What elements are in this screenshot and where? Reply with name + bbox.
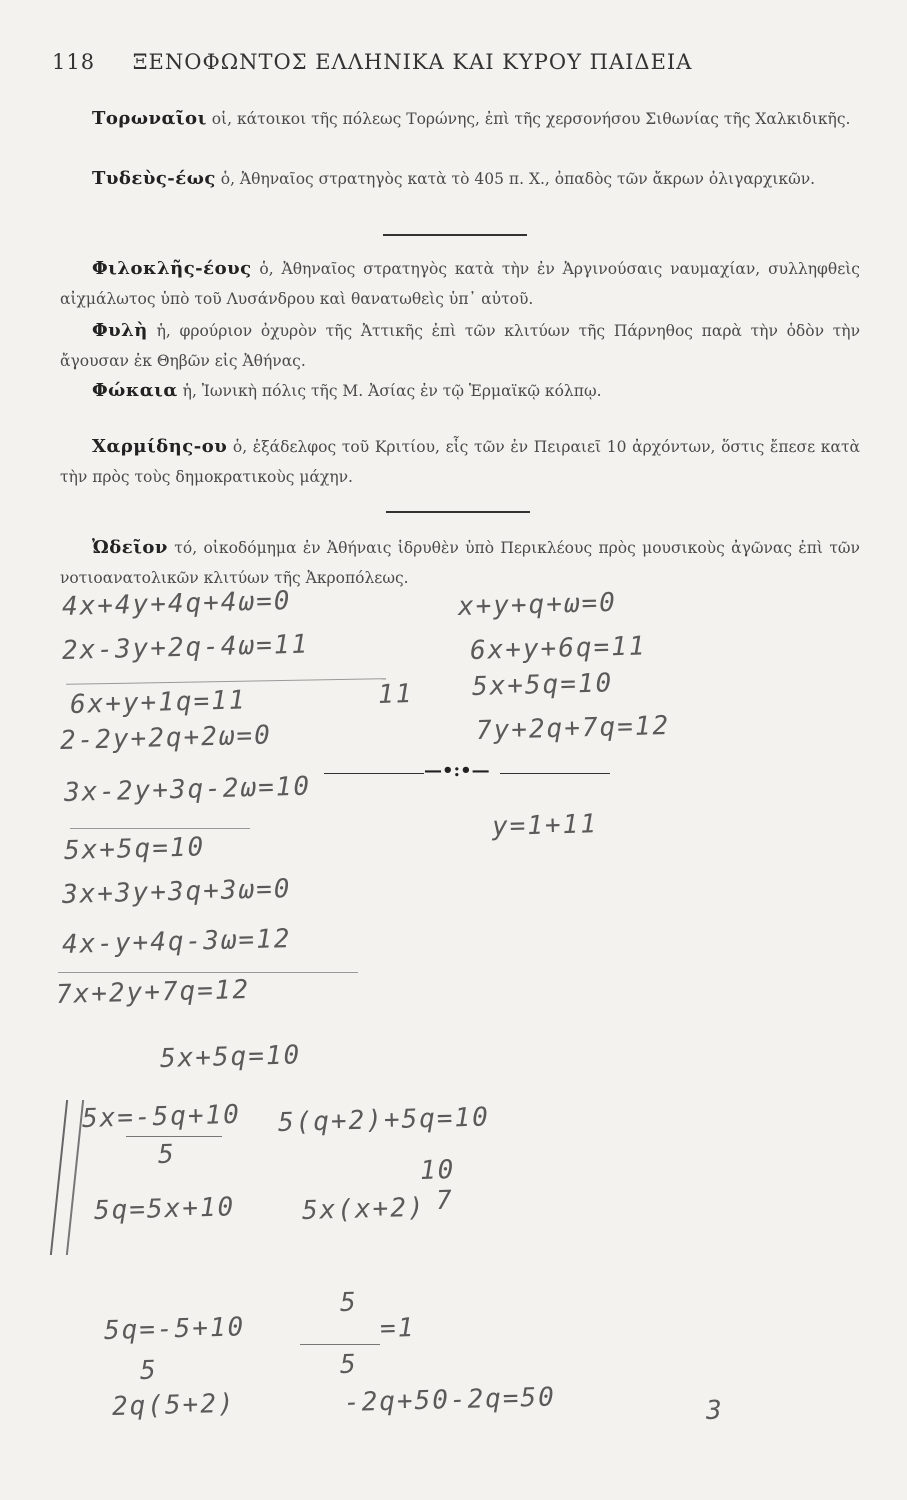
entry-definition: τό, οἰκοδόμημα ἐν Ἀθήναις ἱδρυθὲν ὑπὸ Περικλέους πρὸς μουσικοὺς ἀγῶνας ἐπὶ τῶν νοτιοανατολικῶν κλιτύων τῆς Ἀκροπόλεως. bbox=[60, 539, 860, 587]
glossary-entry bbox=[60, 254, 860, 314]
handwritten-equation: 5x=-5q+10 bbox=[81, 1099, 242, 1134]
handwritten-equation: 5q=5x+10 bbox=[93, 1192, 236, 1226]
handwritten-equation: 10 bbox=[419, 1155, 456, 1186]
fraction-bar bbox=[126, 1136, 222, 1137]
page-number: 118 bbox=[52, 50, 96, 74]
entry-headword: Τορωναῖοι bbox=[92, 108, 207, 129]
handwritten-equation: =1 bbox=[379, 1313, 416, 1344]
section-divider bbox=[386, 511, 530, 513]
handwritten-equation: 11 bbox=[377, 679, 414, 710]
underline-scribble bbox=[70, 828, 250, 829]
fraction-bar bbox=[300, 1344, 380, 1345]
entry-definition: οἱ, κάτοικοι τῆς πόλεως Τορώνης, ἐπὶ τῆς χερσονήσου Σιθωνίας τῆς Χαλκιδικῆς. bbox=[211, 110, 851, 128]
entry-definition: ἡ, φρούριον ὀχυρὸν τῆς Ἀττικῆς ἐπὶ τῶν κλιτύων τῆς Πάρνηθος παρὰ τὴν ὁδὸν τὴν ἄγουσαν ἐκ Θηβῶν εἰς Ἀθήνας. bbox=[60, 322, 860, 370]
underline-scribble bbox=[66, 678, 386, 685]
bracket-scribble bbox=[50, 1100, 84, 1255]
handwritten-equation: 6x+y+1q=11 bbox=[69, 685, 247, 720]
handwritten-equation: 5 bbox=[139, 1355, 159, 1386]
handwritten-equation: 5x+5q=10 bbox=[159, 1040, 302, 1074]
running-title: ΞΕΝΟΦΩΝΤΟΣ ΕΛΛΗΝΙΚΑ ΚΑΙ ΚΥΡΟΥ ΠΑΙΔΕΙΑ bbox=[132, 50, 693, 74]
handwritten-equation: 5x+5q=10 bbox=[471, 668, 614, 702]
handwritten-equation: 3 bbox=[705, 1395, 725, 1426]
entry-headword: Φυλὴ bbox=[92, 320, 148, 341]
handwritten-equation: 6x+y+6q=11 bbox=[469, 631, 647, 666]
handwritten-equation: 2x-3y+2q-4ω=11 bbox=[61, 629, 310, 666]
handwritten-equation: 3x-2y+3q-2ω=10 bbox=[63, 771, 312, 808]
handwritten-equation: 4x-y+4q-3ω=12 bbox=[61, 923, 292, 960]
handwritten-equation: 2q(5+2) bbox=[111, 1388, 236, 1422]
entry-headword: Χαρμίδης-ου bbox=[92, 436, 228, 457]
section-divider bbox=[383, 234, 527, 236]
glossary-entry bbox=[60, 533, 860, 593]
handwritten-equation: 7y+2q+7q=12 bbox=[475, 710, 671, 746]
handwritten-equation: 5x+5q=10 bbox=[63, 832, 206, 866]
glossary-entry bbox=[60, 104, 860, 134]
handwritten-equation: x+y+q+ω=0 bbox=[457, 587, 618, 622]
handwritten-equation: 5 bbox=[157, 1139, 177, 1170]
entry-headword: Φώκαια bbox=[92, 380, 178, 401]
ornament-line-left bbox=[324, 773, 424, 774]
end-ornament: —•:•— bbox=[424, 760, 490, 781]
handwritten-equation: -2q+50-2q=50 bbox=[343, 1382, 557, 1418]
entry-definition: ὁ, Ἀθηναῖος στρατηγὸς κατὰ τὴν ἐν Ἀργινούσαις ναυμαχίαν, συλληφθεὶς αἰχμάλωτος ὑπὸ τοῦ Λυσάνδρου καὶ θανατωθεὶς ὑπ᾽ αὐτοῦ. bbox=[60, 260, 860, 308]
handwritten-equation: 7x+2y+7q=12 bbox=[55, 974, 251, 1010]
handwritten-equation: 5 bbox=[339, 1349, 359, 1380]
glossary-entry bbox=[60, 316, 860, 376]
glossary-entry bbox=[60, 164, 860, 194]
handwritten-equation: 5 bbox=[339, 1287, 359, 1318]
glossary-entry bbox=[60, 376, 860, 406]
handwritten-equation: 7 bbox=[435, 1185, 455, 1216]
handwritten-equation: 5q=-5+10 bbox=[103, 1312, 246, 1346]
entry-headword: Ὠδεῖον bbox=[92, 537, 168, 558]
handwritten-equation: 5(q+2)+5q=10 bbox=[277, 1102, 491, 1138]
ornament-line-right bbox=[500, 773, 610, 774]
entry-definition: ὁ, ἐξάδελφος τοῦ Κριτίου, εἷς τῶν ἐν Πειραιεῖ 10 ἀρχόντων, ὅστις ἔπεσε κατὰ τὴν πρὸς τοὺς δημοκρατικοὺς μάχην. bbox=[60, 438, 861, 486]
running-head bbox=[52, 50, 852, 74]
underline-scribble bbox=[58, 972, 358, 973]
entry-headword: Τυδεὺς-έως bbox=[92, 168, 216, 189]
entry-headword: Φιλοκλῆς-έους bbox=[92, 258, 252, 279]
handwritten-equation: 2-2y+2q+2ω=0 bbox=[59, 720, 273, 756]
handwritten-equation: 4x+4y+4q+4ω=0 bbox=[61, 585, 292, 622]
entry-definition: ἡ, Ἰωνικὴ πόλις τῆς Μ. Ἀσίας ἐν τῷ Ἑρμαϊκῷ κόλπῳ. bbox=[182, 382, 602, 400]
entry-definition: ὁ, Ἀθηναῖος στρατηγὸς κατὰ τὸ 405 π. Χ., ὀπαδὸς τῶν ἄκρων ὀλιγαρχικῶν. bbox=[220, 170, 816, 188]
handwritten-equation: y=1+11 bbox=[491, 809, 599, 842]
handwritten-equation: 3x+3y+3q+3ω=0 bbox=[61, 873, 292, 910]
handwritten-equation: 5x(x+2) bbox=[301, 1192, 426, 1226]
glossary-entry bbox=[60, 432, 860, 492]
